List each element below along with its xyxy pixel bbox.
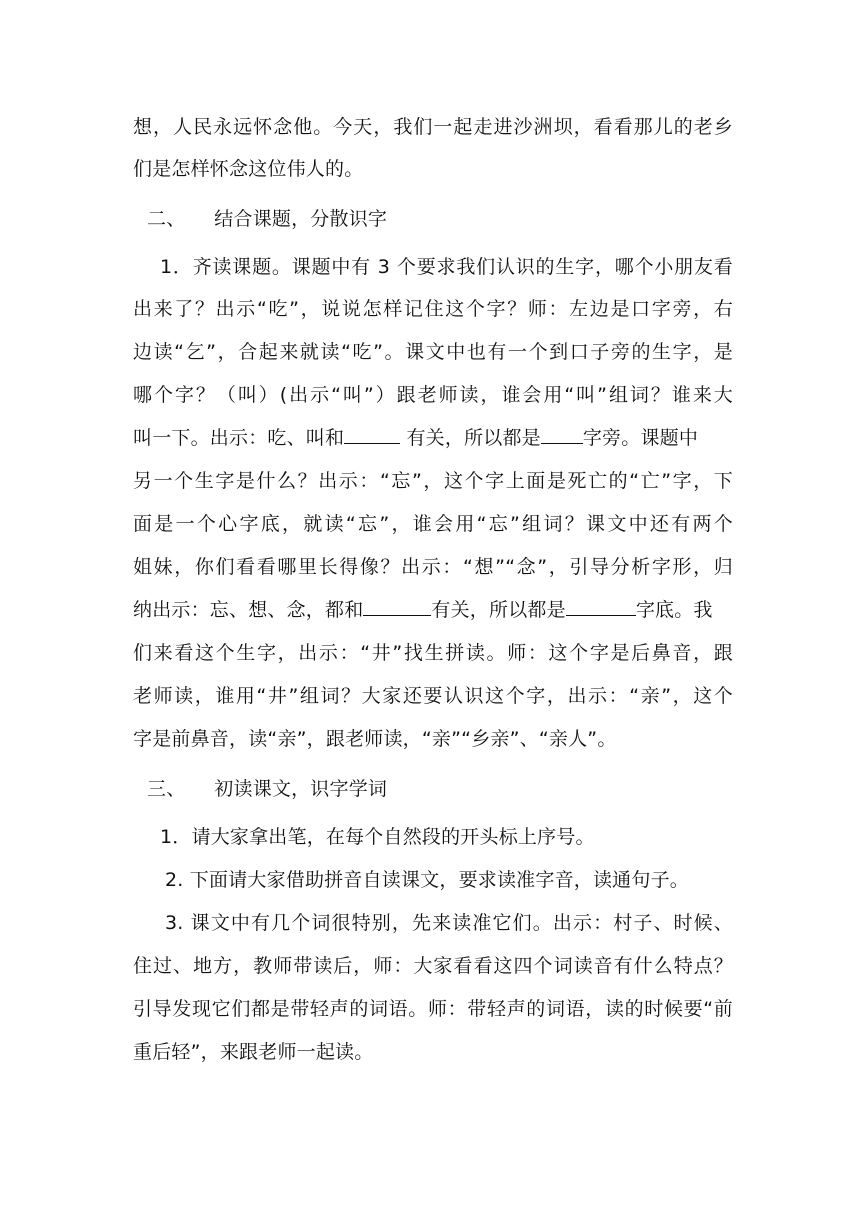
text-line: 另一个生字是什么？出示：“忘”，这个字上面是死亡的“亡”字，下 — [133, 470, 733, 492]
text-line: 引导发现它们都是带轻声的词语。师：带轻声的词语，读的时候要“前 — [133, 998, 733, 1020]
fill-blank — [363, 597, 431, 616]
text-segment: 叫一下。出示：吃、叫和 — [133, 427, 345, 449]
text-segment: 有关，所以都是 — [400, 427, 541, 449]
text-line: 出来了？出示“吃”，说说怎样记住这个字？师：左边是口字旁，右 — [133, 298, 733, 320]
text-line: 姐妹，你们看看哪里长得像？出示：“想”“念”，引导分析字形，归 — [133, 556, 733, 578]
text-line: 老师读，谁用“井”组词？大家还要认识这个字，出示：“亲”，这个 — [133, 685, 733, 707]
text-line: 哪个字？（叫）(出示“叫”）跟老师读，谁会用“叫”组词？谁来大 — [133, 384, 733, 406]
text-line: 面是一个心字底，就读“忘”，谁会用“忘”组词？课文中还有两个 — [133, 513, 733, 535]
text-line-with-blanks — [133, 597, 733, 623]
text-segment: 有关，所以都是 — [431, 599, 566, 621]
text-line: 们是怎样怀念这位伟人的。 — [133, 158, 364, 180]
section-heading: 二、 结合课题，分散识字 — [147, 208, 388, 230]
fill-blank — [344, 425, 400, 444]
fill-blank — [541, 425, 583, 444]
text-line: 住过、地方，教师带读后，师：大家看看这四个词读音有什么特点？ — [133, 955, 733, 977]
text-line: 2. 下面请大家借助拼音自读课文，要求读准字音，读通句子。 — [165, 869, 689, 891]
text-segment: 字旁。课题中 — [582, 427, 699, 449]
text-line: 1．请大家拿出笔，在每个自然段的开头标上序号。 — [160, 826, 595, 848]
text-segment: 字底。我 — [635, 599, 713, 621]
text-line: 想，人民永远怀念他。今天，我们一起走进沙洲坝，看看那儿的老乡 — [133, 116, 733, 138]
fill-blank — [566, 597, 636, 616]
text-line: 们来看这个生字，出示：“井”找生拼读。师：这个字是后鼻音，跟 — [133, 642, 733, 664]
section-heading: 三、 初读课文，识字学词 — [147, 778, 388, 800]
text-line: 1．齐读课题。课题中有 3 个要求我们认识的生字，哪个小朋友看 — [160, 256, 733, 278]
text-segment: 纳出示：忘、想、念，都和 — [133, 599, 364, 621]
text-line: 字是前鼻音，读“亲”，跟老师读，“亲”“乡亲”、“亲人”。 — [133, 728, 617, 750]
text-line-with-blanks — [133, 425, 733, 451]
text-line: 边读“乞”，合起来就读“吃”。课文中也有一个到口子旁的生字，是 — [133, 341, 733, 363]
text-line: 重后轻”，来跟老师一起读。 — [133, 1041, 374, 1063]
text-line: 3. 课文中有几个词很特别，先来读准它们。出示：村子、时候、 — [165, 912, 733, 934]
